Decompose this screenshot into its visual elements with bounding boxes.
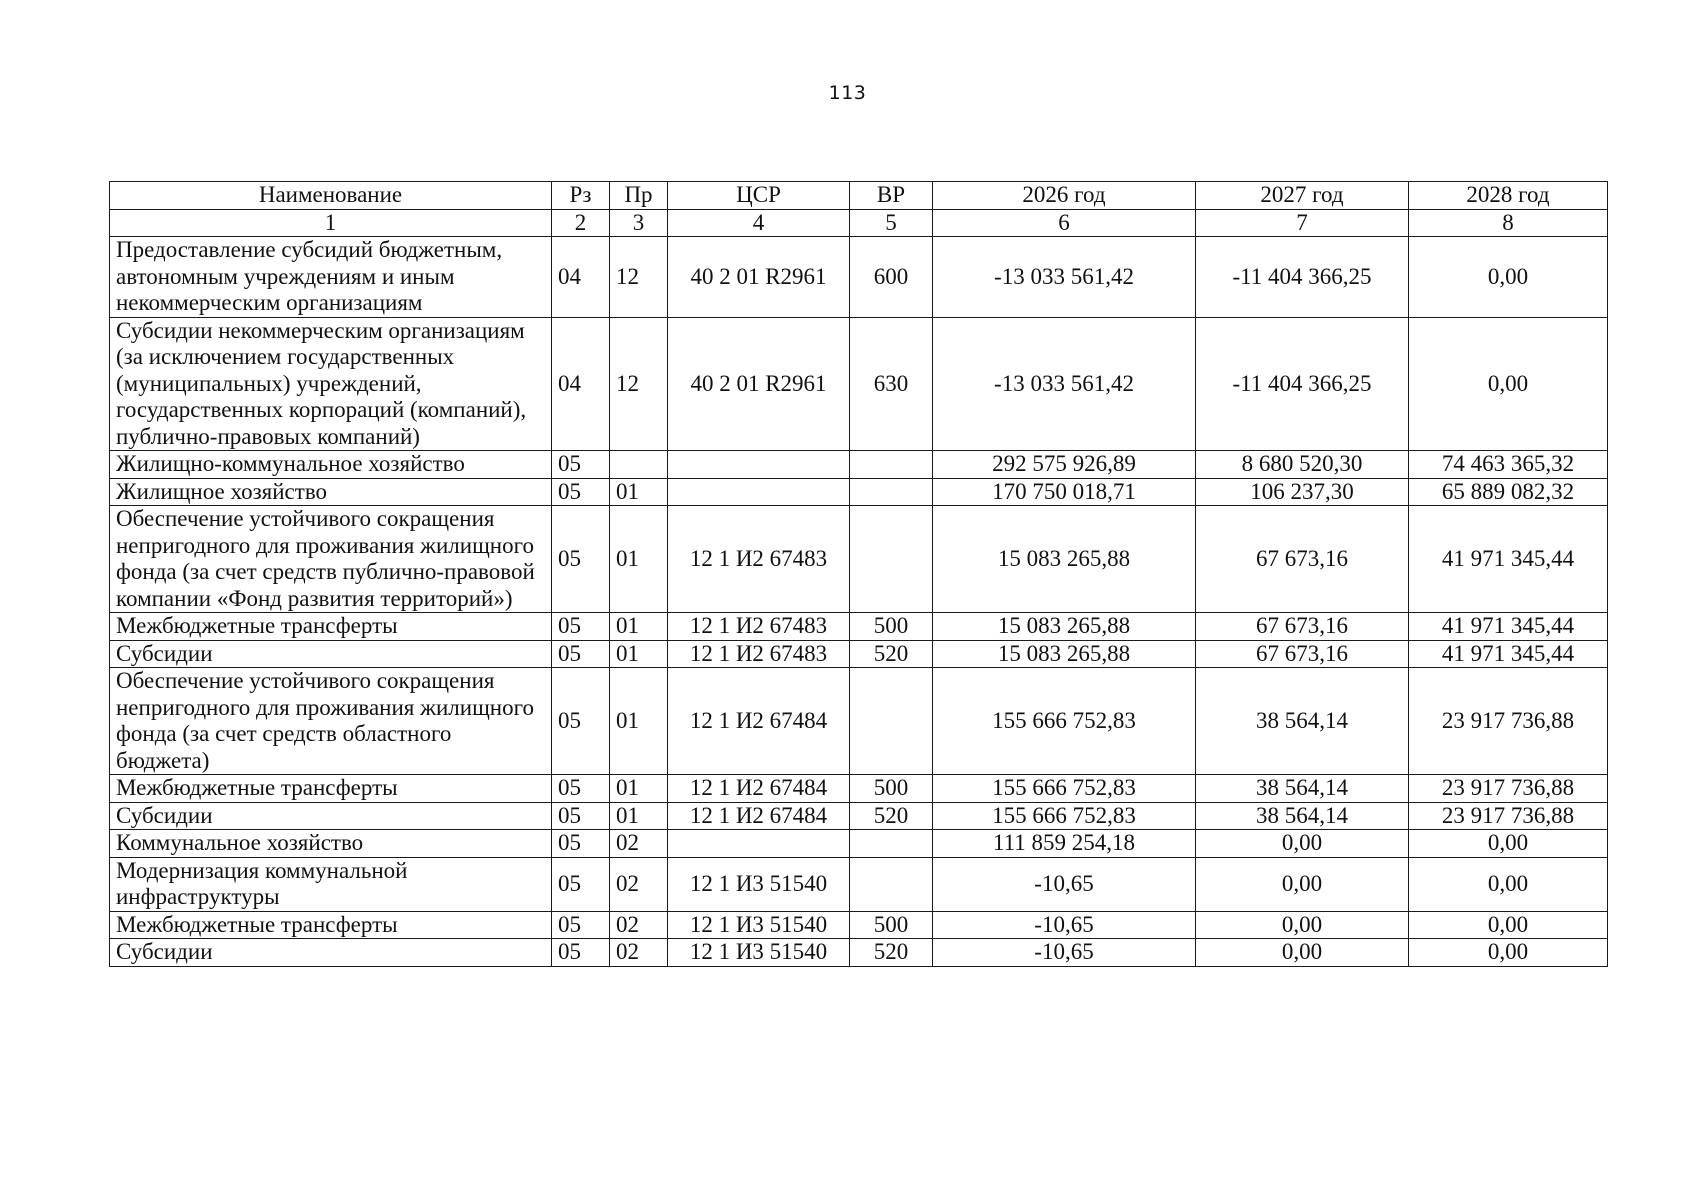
table-row: [110, 506, 1608, 613]
cell-name: Обеспечение устойчивого сокращения непригодного для проживания жилищного фонда (за счет средств публично-правовой компании «Фонд развития территорий»): [110, 506, 552, 613]
page-number: 113: [828, 82, 867, 104]
cell-2027: 0,00: [1196, 939, 1409, 967]
cell-rz: 04: [552, 237, 610, 318]
cell-name: Субсидии: [110, 640, 552, 668]
cell-vr: 500: [850, 911, 933, 939]
cell-vr: [850, 451, 933, 479]
cell-pr: 01: [610, 668, 668, 775]
cell-2028: 0,00: [1409, 857, 1608, 911]
table-row: [110, 237, 1608, 318]
cell-2027: 38 564,14: [1196, 775, 1409, 803]
cell-csr: 12 1 И3 51540: [668, 857, 850, 911]
column-number-row: [110, 209, 1608, 237]
cell-2026: 15 083 265,88: [933, 640, 1196, 668]
cell-pr: 02: [610, 911, 668, 939]
cell-2028: 0,00: [1409, 939, 1608, 967]
cell-vr: 500: [850, 613, 933, 641]
cell-pr: 12: [610, 237, 668, 318]
cell-name: Субсидии: [110, 939, 552, 967]
header-row: [110, 182, 1608, 210]
cell-csr: 12 1 И2 67484: [668, 775, 850, 803]
cell-2026: -13 033 561,42: [933, 317, 1196, 451]
cell-vr: 630: [850, 317, 933, 451]
cell-csr: 12 1 И2 67483: [668, 640, 850, 668]
cell-vr: [850, 668, 933, 775]
header-rz: Рз: [552, 182, 610, 210]
cell-rz: 05: [552, 857, 610, 911]
cell-pr: 02: [610, 857, 668, 911]
cell-csr: [668, 451, 850, 479]
column-number: 7: [1196, 209, 1409, 237]
cell-pr: 01: [610, 478, 668, 506]
column-number: 4: [668, 209, 850, 237]
cell-pr: 01: [610, 640, 668, 668]
cell-2028: 23 917 736,88: [1409, 775, 1608, 803]
cell-2027: 67 673,16: [1196, 506, 1409, 613]
cell-csr: 12 1 И3 51540: [668, 939, 850, 967]
cell-2026: 170 750 018,71: [933, 478, 1196, 506]
cell-2028: 23 917 736,88: [1409, 668, 1608, 775]
cell-csr: 12 1 И2 67483: [668, 506, 850, 613]
cell-2027: 38 564,14: [1196, 802, 1409, 830]
cell-2026: 292 575 926,89: [933, 451, 1196, 479]
cell-2028: 0,00: [1409, 911, 1608, 939]
table-row: [110, 775, 1608, 803]
cell-2027: 67 673,16: [1196, 640, 1409, 668]
column-number: 1: [110, 209, 552, 237]
cell-name: Предоставление субсидий бюджетным, автономным учреждениям и иным некоммерческим организациям: [110, 237, 552, 318]
cell-name: Жилищно-коммунальное хозяйство: [110, 451, 552, 479]
cell-2027: 0,00: [1196, 830, 1409, 858]
cell-2027: 8 680 520,30: [1196, 451, 1409, 479]
cell-vr: [850, 478, 933, 506]
cell-rz: 05: [552, 640, 610, 668]
header-2028: 2028 год: [1409, 182, 1608, 210]
cell-2028: 65 889 082,32: [1409, 478, 1608, 506]
cell-rz: 05: [552, 775, 610, 803]
cell-2026: -10,65: [933, 939, 1196, 967]
cell-2026: 155 666 752,83: [933, 668, 1196, 775]
column-number: 5: [850, 209, 933, 237]
header-vr: ВР: [850, 182, 933, 210]
header-2027: 2027 год: [1196, 182, 1409, 210]
cell-2028: 0,00: [1409, 237, 1608, 318]
cell-rz: 05: [552, 506, 610, 613]
cell-csr: [668, 478, 850, 506]
cell-2027: 0,00: [1196, 911, 1409, 939]
cell-2027: 0,00: [1196, 857, 1409, 911]
table-row: [110, 317, 1608, 451]
table-row: [110, 613, 1608, 641]
table-row: [110, 830, 1608, 858]
cell-name: Межбюджетные трансферты: [110, 911, 552, 939]
cell-vr: [850, 857, 933, 911]
cell-2026: 111 859 254,18: [933, 830, 1196, 858]
cell-csr: 12 1 И2 67483: [668, 613, 850, 641]
cell-2028: 74 463 365,32: [1409, 451, 1608, 479]
cell-2027: -11 404 366,25: [1196, 237, 1409, 318]
cell-2027: -11 404 366,25: [1196, 317, 1409, 451]
cell-csr: 12 1 И3 51540: [668, 911, 850, 939]
header-pr: Пр: [610, 182, 668, 210]
table-row: [110, 451, 1608, 479]
header-csr: ЦСР: [668, 182, 850, 210]
table-row: [110, 911, 1608, 939]
cell-2028: 41 971 345,44: [1409, 640, 1608, 668]
cell-name: Модернизация коммунальной инфраструктуры: [110, 857, 552, 911]
column-number: 2: [552, 209, 610, 237]
cell-pr: 01: [610, 506, 668, 613]
cell-name: Обеспечение устойчивого сокращения непригодного для проживания жилищного фонда (за счет средств областного бюджета): [110, 668, 552, 775]
cell-name: Межбюджетные трансферты: [110, 775, 552, 803]
column-number: 6: [933, 209, 1196, 237]
table-row: [110, 802, 1608, 830]
cell-vr: 520: [850, 640, 933, 668]
cell-rz: 05: [552, 911, 610, 939]
cell-2028: 41 971 345,44: [1409, 506, 1608, 613]
cell-2028: 41 971 345,44: [1409, 613, 1608, 641]
cell-rz: 05: [552, 802, 610, 830]
cell-rz: 05: [552, 478, 610, 506]
table-row: [110, 939, 1608, 967]
cell-2026: -10,65: [933, 857, 1196, 911]
cell-vr: 600: [850, 237, 933, 318]
cell-vr: 520: [850, 802, 933, 830]
cell-pr: 02: [610, 830, 668, 858]
cell-2026: -13 033 561,42: [933, 237, 1196, 318]
header-2026: 2026 год: [933, 182, 1196, 210]
cell-csr: 40 2 01 R2961: [668, 237, 850, 318]
cell-rz: 05: [552, 830, 610, 858]
cell-pr: 02: [610, 939, 668, 967]
cell-rz: 05: [552, 613, 610, 641]
cell-2026: 15 083 265,88: [933, 506, 1196, 613]
cell-csr: 12 1 И2 67484: [668, 668, 850, 775]
cell-vr: [850, 506, 933, 613]
cell-vr: [850, 830, 933, 858]
cell-2027: 38 564,14: [1196, 668, 1409, 775]
cell-pr: 01: [610, 613, 668, 641]
cell-2027: 67 673,16: [1196, 613, 1409, 641]
header-name: Наименование: [110, 182, 552, 210]
cell-name: Субсидии: [110, 802, 552, 830]
cell-csr: 40 2 01 R2961: [668, 317, 850, 451]
cell-vr: 500: [850, 775, 933, 803]
cell-2026: -10,65: [933, 911, 1196, 939]
column-number: 3: [610, 209, 668, 237]
cell-csr: 12 1 И2 67484: [668, 802, 850, 830]
cell-2028: 0,00: [1409, 317, 1608, 451]
cell-rz: 05: [552, 939, 610, 967]
cell-vr: 520: [850, 939, 933, 967]
cell-name: Межбюджетные трансферты: [110, 613, 552, 641]
table-row: [110, 478, 1608, 506]
table-row: [110, 668, 1608, 775]
cell-csr: [668, 830, 850, 858]
budget-table: [109, 181, 1608, 967]
table-row: [110, 640, 1608, 668]
cell-rz: 04: [552, 317, 610, 451]
cell-pr: [610, 451, 668, 479]
cell-2028: 23 917 736,88: [1409, 802, 1608, 830]
cell-name: Жилищное хозяйство: [110, 478, 552, 506]
cell-pr: 01: [610, 775, 668, 803]
cell-2027: 106 237,30: [1196, 478, 1409, 506]
cell-rz: 05: [552, 668, 610, 775]
cell-name: Субсидии некоммерческим организациям (за исключением государственных (муниципальных) учреждений, государственных корпораций (компаний), публично-правовых компаний): [110, 317, 552, 451]
cell-pr: 01: [610, 802, 668, 830]
cell-2026: 155 666 752,83: [933, 775, 1196, 803]
cell-2026: 15 083 265,88: [933, 613, 1196, 641]
cell-pr: 12: [610, 317, 668, 451]
column-number: 8: [1409, 209, 1608, 237]
cell-2028: 0,00: [1409, 830, 1608, 858]
cell-name: Коммунальное хозяйство: [110, 830, 552, 858]
table-row: [110, 857, 1608, 911]
cell-2026: 155 666 752,83: [933, 802, 1196, 830]
cell-rz: 05: [552, 451, 610, 479]
